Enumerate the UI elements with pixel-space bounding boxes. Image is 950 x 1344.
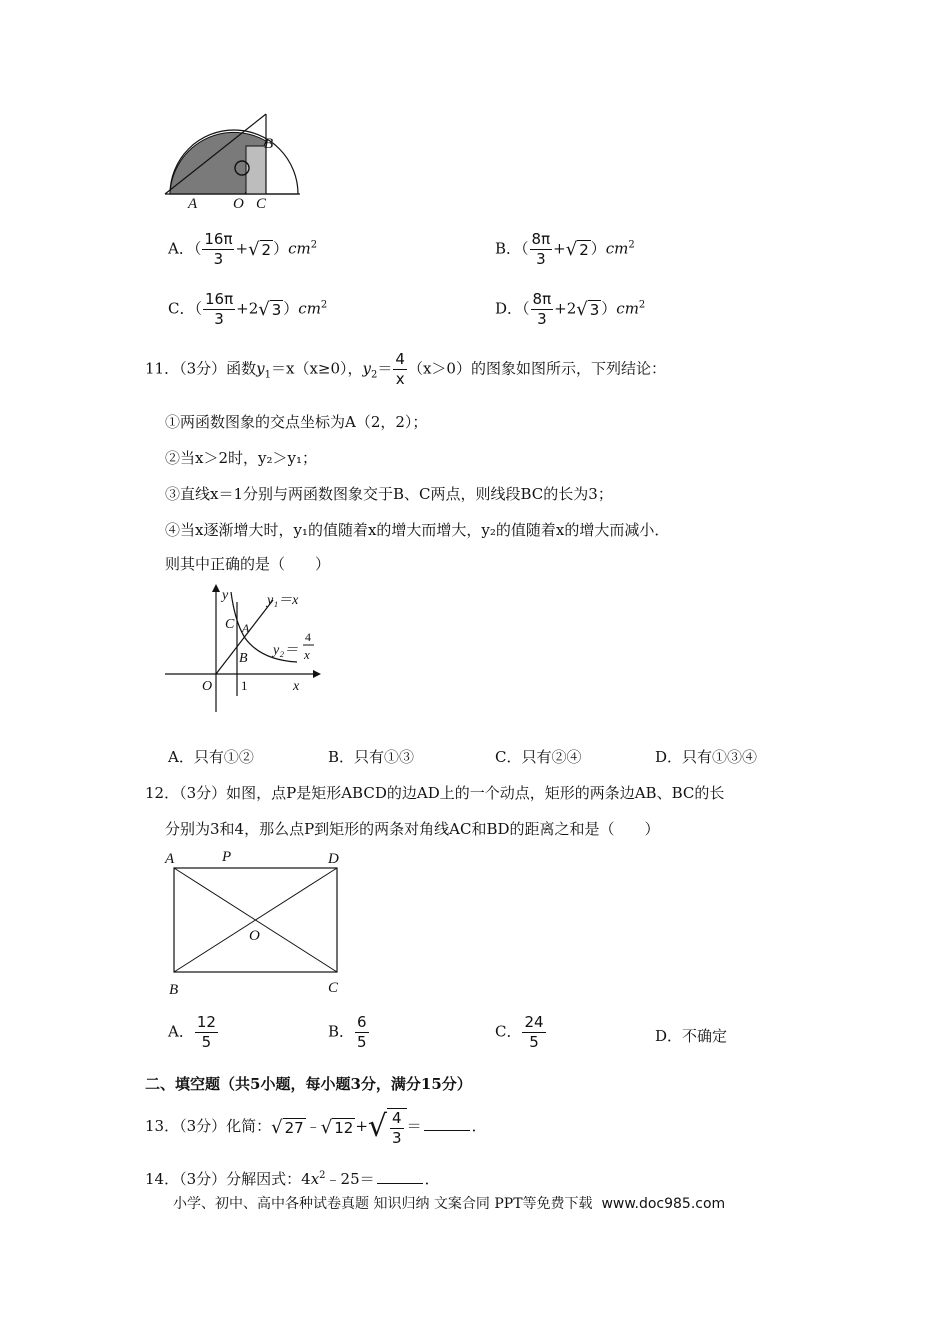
q10-option-c[interactable]: C．（ $\frac{16\pi}{3}$ +2√ 3 ）$cm^2$ [168, 290, 328, 328]
fig10-label-o: O [233, 196, 244, 212]
answer-blank[interactable] [424, 1116, 470, 1131]
graph-label-y2: y₂＝ [273, 643, 299, 658]
fraction: $\frac{6}{5}$ [357, 1013, 367, 1051]
graph-label-y2-den: x [304, 647, 310, 662]
sqrt: √ 27 [271, 1116, 304, 1138]
q13-stem: 13．（3分）化简：√ 27 ﹣√ 12 + √ $\frac{4}{3}$ ＝ ． [145, 1109, 487, 1147]
graph-label-a: A [242, 621, 250, 635]
sqrt: √ $\frac{4}{3}$ [368, 1108, 407, 1146]
sqrt: √ 12 [320, 1116, 354, 1138]
graph-label-b: B [239, 651, 248, 666]
q11-stem: 11．（3分）函数$y_1=x(x\ge 0)$，$y_2=$ $\frac{4}{x}$ （x＞0）的图象如图所示，下列结论： [145, 350, 666, 388]
q12-option-a[interactable]: A． $\frac{12}{5}$ [168, 1013, 216, 1051]
q14-stem: 14．（3分）分解因式：$4x^2﹣25=$ ． [145, 1170, 440, 1188]
q11-option-c[interactable]: C．只有②④ [495, 748, 582, 766]
rect-label-a: A [165, 851, 175, 867]
fraction: $\frac{8\pi}{3}$ [532, 290, 552, 328]
q12-option-d[interactable]: D．不确定 [655, 1027, 728, 1045]
sqrt: √ 3 [576, 299, 600, 320]
q12-option-c[interactable]: C． $\frac{24}{5}$ [495, 1013, 544, 1051]
rect-label-d: D [328, 851, 339, 867]
q11-statement-3: ③直线x＝1分别与两函数图象交于B、C两点，则线段BC的长为3； [165, 485, 613, 503]
q11-option-a[interactable]: A．只有①② [168, 748, 254, 766]
rect-label-p: P [222, 849, 232, 865]
q12-option-b[interactable]: B． $\frac{6}{5}$ [328, 1013, 367, 1051]
q11-statement-1: ①两函数图象的交点坐标为A（2，2）； [165, 413, 428, 431]
fraction: $\frac{8\pi}{3}$ [531, 230, 551, 268]
graph-label-y: y [222, 588, 229, 603]
rect-label-b: B [169, 982, 179, 998]
q10-option-d[interactable]: D．（ $\frac{8\pi}{3}$ +2√ 3 ）$cm^2$ [495, 290, 646, 328]
graph-label-y1: y₁＝x [267, 593, 299, 608]
q12-stem-line-2: 分别为3和4，那么点P到矩形的两条对角线AC和BD的距离之和是（ ） [165, 820, 660, 838]
fraction: $\frac{24}{5}$ [524, 1013, 544, 1051]
answer-blank[interactable] [377, 1169, 423, 1184]
footer-url[interactable]: www.doc985.com [601, 1196, 726, 1212]
q11-statement-2: ②当x＞2时，y₂＞y₁； [165, 449, 317, 467]
graph-label-o: O [202, 679, 213, 694]
section-title-fill-in: 二、填空题（共5小题，每小题3分，满分15分） [145, 1075, 472, 1093]
figure-q10-semicircle [160, 110, 300, 215]
q11-statement-4: ④当x逐渐增大时，y₁的值随着x的增大而增大，y₂的值随着x的增大而减小． [165, 521, 670, 539]
rect-label-o: O [249, 928, 260, 944]
q11-option-d[interactable]: D．只有①③④ [655, 748, 758, 766]
graph-label-y2-num: 4 [305, 630, 311, 644]
figure-q12-rectangle [160, 846, 350, 998]
q11-option-b[interactable]: B．只有①③ [328, 748, 415, 766]
graph-label-c: C [225, 617, 235, 632]
page-footer [173, 1193, 725, 1213]
q10-option-a[interactable]: A．（ $\frac{16\pi}{3}$ +√ 2 ）$cm^2$ [168, 230, 318, 268]
graph-label-one: 1 [241, 678, 248, 693]
fraction: $\frac{4}{3}$ [392, 1109, 402, 1147]
fraction: $\frac{4}{x}$ [395, 350, 405, 388]
fig10-label-a: A [188, 196, 198, 212]
fraction: $\frac{16\pi}{3}$ [204, 230, 233, 268]
fig10-label-b: B [264, 136, 274, 152]
q10-option-b[interactable]: B．（ $\frac{8\pi}{3}$ +√ 2 ）$cm^2$ [495, 230, 635, 268]
footer-text: 小学、初中、高中各种试卷真题 知识归纳 文案合同 PPT等免费下载 [173, 1196, 593, 1212]
q12-stem-line-1: 12．（3分）如图，点P是矩形ABCD的边AD上的一个动点，矩形的两条边AB、BC的长 [145, 784, 725, 802]
fraction: $\frac{16\pi}{3}$ [205, 290, 234, 328]
figure-q11-graph [165, 582, 325, 717]
q11-question: 则其中正确的是（ ） [165, 555, 331, 573]
sqrt: √ 3 [258, 299, 282, 320]
graph-label-x: x [293, 679, 300, 694]
rect-label-c: C [328, 980, 339, 996]
sqrt: √ 2 [565, 239, 589, 260]
fraction: $\frac{12}{5}$ [196, 1013, 216, 1051]
sqrt: √ 2 [248, 239, 272, 260]
fig10-label-c: C [256, 196, 267, 212]
